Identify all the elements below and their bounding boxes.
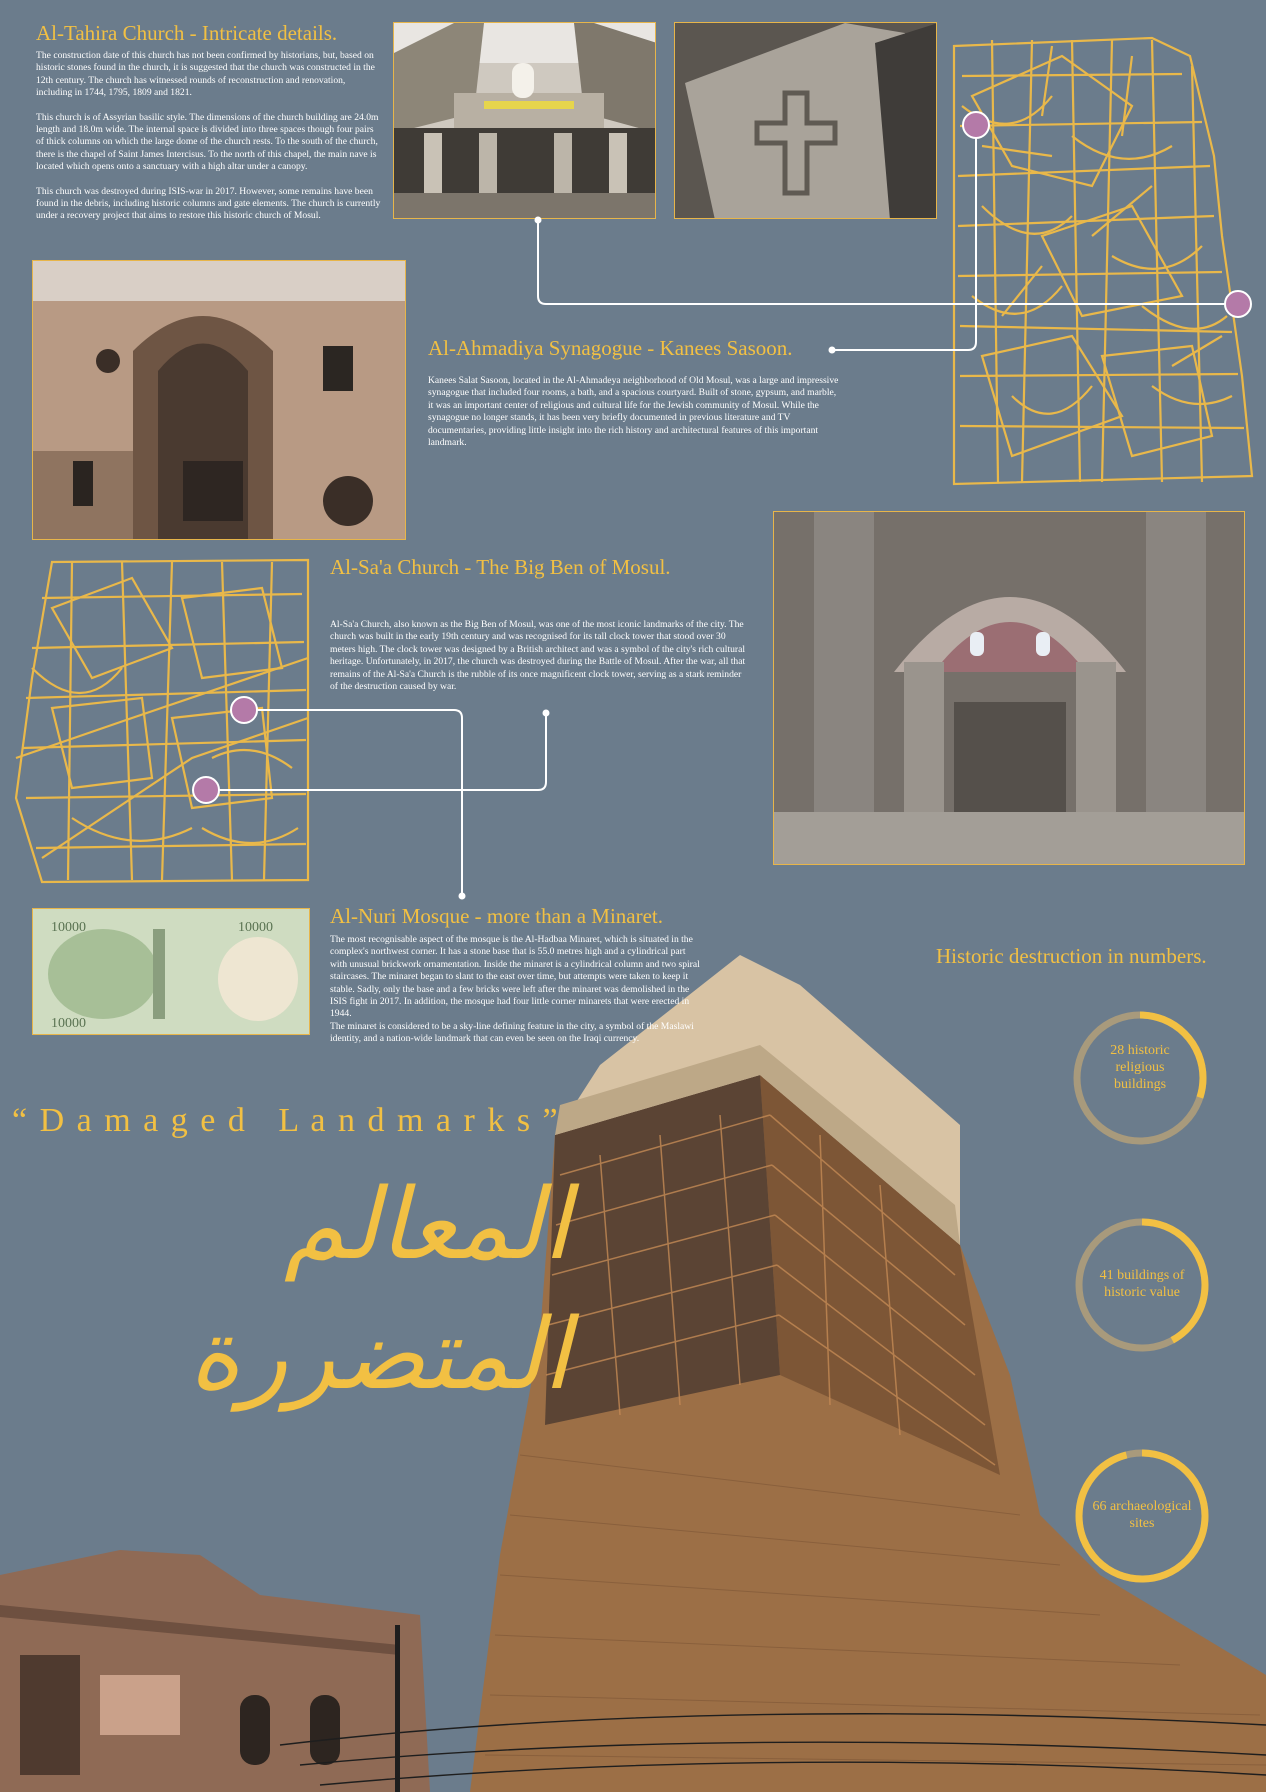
poster-title-english: “ D a m a g e d L a n d m a r k s ” bbox=[12, 1102, 560, 1139]
tahira-paragraph-2: This church is of Assyrian basilic style. The dimensions of the church building are 24.0m length and 18.0m wide. The internal space is divided into three spaces though four pairs of thick columns on which the large dome of the church rests. To the south of the church, there is the chapel of Saint James Intercisus. To the north of this chapel, the main nave is located which opens onto a sanctuary with a high altar under a canopy. bbox=[36, 111, 379, 173]
synagogue-title: Al-Ahmadiya Synagogue - Kanees Sasoon. bbox=[428, 336, 793, 360]
map-marker-nuri[interactable] bbox=[192, 776, 220, 804]
map-marker-synagogue[interactable] bbox=[1224, 290, 1252, 318]
nuri-title: Al-Nuri Mosque - more than a Minaret. bbox=[330, 904, 663, 928]
stat-label-1: 28 historic religious buildings bbox=[1110, 1043, 1170, 1092]
synagogue-text: Kanees Salat Sasoon, located in the Al-Ahmadeya neighborhood of Old Mosul, was a large and impressive synagogue that included four rooms, a bath, and a spacious courtyard. Built of stone, gypsum, and marble, it was an important center of religious and cultural life for the Jewish community of Mosul. While the synagogue no longer stands, it has been very briefly documented in previous literature and TV documentaries, providing little insight into the rich history and architectural features of this important landmark. bbox=[428, 375, 839, 449]
banknote-denomination-top: 10000 bbox=[51, 920, 86, 935]
stat-ring-3 bbox=[1072, 1446, 1212, 1586]
banknote-denomination-bottom: 10000 bbox=[51, 1016, 86, 1031]
map-marker-saa[interactable] bbox=[230, 696, 258, 724]
tahira-title: Al-Tahira Church - Intricate details. bbox=[36, 21, 338, 45]
stat-ring-1 bbox=[1070, 1008, 1210, 1148]
stats-title: Historic destruction in numbers. bbox=[936, 944, 1207, 968]
saa-text: Al-Sa'a Church, also known as the Big Ben of Mosul, was one of the most iconic landmarks of the city. The church was built in the early 19th century and was recognised for its tall clock tower that stood over 30 meters high. The clock tower was designed by a British architect and was a symbol of the city's rich cultural heritage. Unfortunately, in 2017, the church was destroyed during the Battle of Mosul. After the war, all that remains of the Al-Sa'a Church is the rubble of its once magnificent clock tower, serving as a stark reminder of the destruction caused by war. bbox=[330, 619, 746, 693]
tahira-text bbox=[36, 50, 381, 235]
stat-label-3: 66 archaeological sites bbox=[1092, 1499, 1192, 1531]
tahira-paragraph-1: The construction date of this church has not been confirmed by historians, but, based on historic stones found in the church, it is suggested that the church was constructed in the 12th century. The church has witnessed rounds of reconstruction and renovation, including in 1744, 1795, 1809 and 1821. bbox=[36, 50, 375, 99]
stat-label-2: 41 buildings of historic value bbox=[1099, 1268, 1185, 1300]
nuri-text bbox=[330, 934, 700, 1046]
nuri-paragraph-1: The most recognisable aspect of the mosque is the Al-Hadbaa Minaret, which is situated in the complex's northwest corner. It has a stone base that is 55.0 metres high and a cylindrical part with unusual brickwork ornamentation. Inside the minaret is a cylindrical column and two spiral staircases. The minaret began to slant to the east over time, but attempts were taken to keep it stable. Sadly, only the base and a few bricks were left after the minaret was demolished in the ISIS fight in 2017. In addition, the mosque had four little corner minarets that were erected in 1944. bbox=[330, 934, 700, 1020]
tahira-paragraph-3: This church was destroyed during ISIS-war in 2017. However, some remains have been found in the debris, including historic columns and gate elements. The church is currently under a recovery project that aims to restore this historic church of Mosul. bbox=[36, 185, 381, 222]
stat-ring-2 bbox=[1072, 1215, 1212, 1355]
map-marker-tahira[interactable] bbox=[962, 111, 990, 139]
banknote-denomination-right: 10000 bbox=[238, 920, 273, 935]
nuri-paragraph-2: The minaret is considered to be a sky-line defining feature in the city, a symbol of the Maslawi identity, and a nation-wide landmark that can even be seen on the Iraqi currency. bbox=[330, 1020, 694, 1045]
saa-title: Al-Sa'a Church - The Big Ben of Mosul. bbox=[330, 555, 671, 579]
poster-title-arabic: المعالم المتضررة bbox=[188, 1168, 570, 1412]
